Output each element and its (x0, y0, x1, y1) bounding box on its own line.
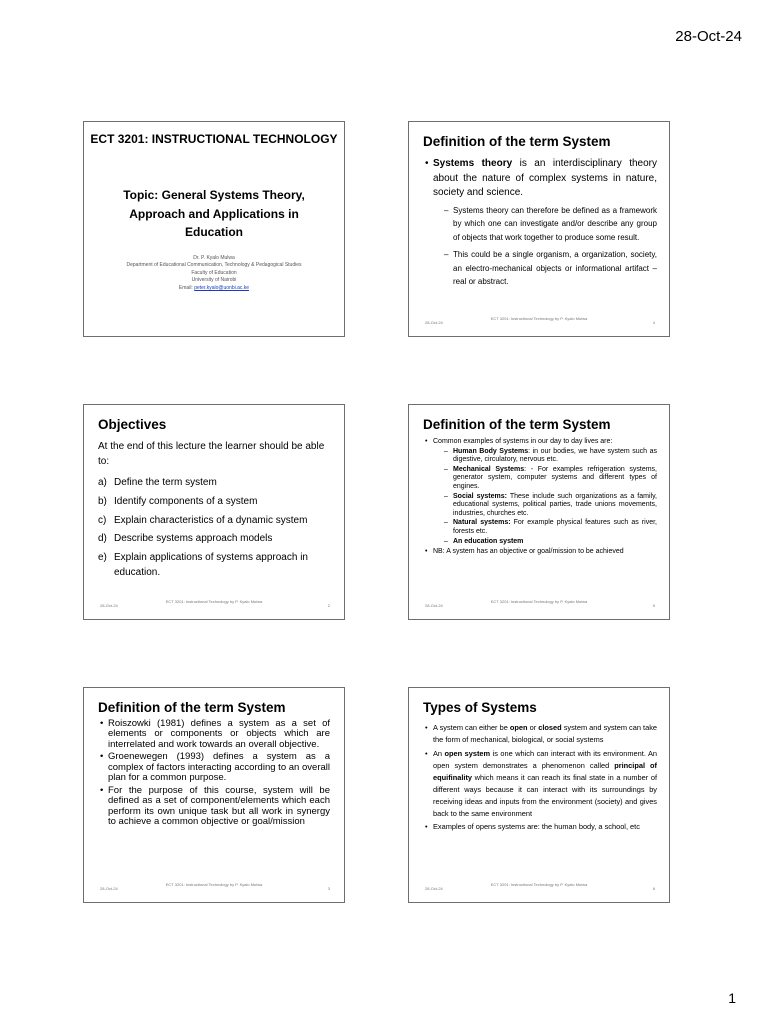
objective-item (98, 531, 330, 546)
topic-title: Topic: General Systems Theory, Approach and Applications in Education (123, 188, 305, 239)
slide-definition-1 (408, 121, 670, 337)
footer-date: 28-Oct-24 (100, 886, 118, 891)
objective-item (98, 550, 330, 580)
bullet-text: system and system can take the form of mechanical, biological, or social systems (433, 723, 657, 744)
footer-date: 28-Oct-24 (425, 320, 443, 325)
bullet-item: • Examples of opens systems are: the human body, a school, etc (425, 822, 640, 831)
author-department: Department of Educational Communication, Technology & Pedagogical Studies (126, 262, 302, 269)
bold-term: principal of equifinality (433, 760, 657, 782)
objective-item (98, 475, 330, 490)
objective-item (98, 494, 330, 509)
bullet-item: • Systems theory is an interdisciplinary theory about the nature of complex systems in nature, society and science. – Systems theory can therefore be defined as a framework by which one can investigate and/or describe any group of objects that work together to produce some result. – This could be a single organism, a organization, society, an electro-mechanical objects or informational artifact – real or abstract. (433, 157, 657, 289)
email-label: Email: (178, 284, 193, 291)
objective-item (98, 513, 330, 528)
author-faculty: Faculty of Education (191, 269, 237, 276)
email-link[interactable]: peter.kyalo@uonbi.ac.ke (194, 284, 250, 291)
footer-caption: ECT 3201: Instructional Technology by P. Kyalo Mulwa (165, 599, 263, 604)
bullet-text: For the purpose of this course, system will be defined as a set of component/elements which each perform its own unique task but all work in synergy to achieve a common objective or goal/mission (108, 784, 330, 828)
sub-bullet-text: These include such organizations as a family, educational systems, political parties, trade unions movements, industries, churches etc. (453, 492, 657, 517)
sub-bullet-item: – This could be a single organism, a organization, society, an electro-mechanical objects or informational artifact – real or abstract. (444, 250, 657, 287)
sub-bullet-item: – Systems theory can therefore be defined as a framework by which one can investigate and/or describe any group of objects that work together to produce some result. (444, 205, 657, 242)
sub-bullet-item: – Human Body Systems: in our bodies, we have system such as digestive, circulatory, nervous etc. (444, 447, 657, 464)
slide-title: Definition of the term System (423, 417, 611, 432)
footer-caption: ECT 3201: Instructional Technology by P. Kyalo Mulwa (490, 882, 588, 887)
author-name: Dr. P. Kyalo Mulwa (193, 255, 235, 261)
bullet-item: • NB: A system has an objective or goal/mission to be achieved (425, 548, 624, 556)
bold-term: open system (444, 748, 491, 758)
bold-term: Human Body Systems (453, 447, 529, 455)
sub-bullet-item: – An education system (444, 537, 524, 545)
slide-footer (84, 599, 344, 613)
bold-term: An education system (453, 537, 524, 545)
slide-bullets (425, 722, 657, 835)
bullet-text: An (433, 748, 445, 758)
bullet-text: Examples of opens systems are: the human body, a school, etc (433, 822, 640, 831)
footer-slide-number: 2 (327, 603, 330, 608)
bullet-item: • An open system is one which can interact with its environment. An open system demonstrates a phenomenon called principal of equifinality which means it can reach its final state in a number of different ways because it can interact with its surroundings by receiving ideas and inputs from the environment (society) and gives back to the same environment (425, 748, 657, 818)
slide-definition-2 (83, 687, 345, 903)
footer-slide-number: 5 (652, 603, 655, 608)
objective-text: Describe systems approach models (114, 533, 273, 545)
objectives-intro: At the end of this lecture the learner should be able to: (98, 441, 325, 467)
bold-term: Social systems: (453, 492, 507, 500)
objective-text: Explain applications of systems approach in education. (114, 552, 308, 579)
bullet-item: • Groenewegen (1993) defines a system as a complex of factors interacting according to an overall plan for a common purpose. (100, 751, 330, 784)
footer-slide-number: 4 (652, 320, 655, 325)
sub-bullet-item: – Social systems: These include such organizations as a family, educational systems, political parties, trade unions movements, industries, churches etc. (444, 492, 657, 517)
objective-letter: d) (98, 533, 107, 545)
sub-bullet-text: : in our bodies, we have system such as digestive, circulatory, nervous etc. (453, 447, 657, 464)
sub-bullet-item: – Mechanical Systems: - For examples refrigeration systems, generator system, computer systems and different types of engines. (444, 465, 657, 490)
sub-bullet-item: – Natural systems: For example physical features such as river, forests etc. (444, 519, 657, 535)
slide-title: Objectives (98, 417, 167, 432)
footer-slide-number: 3 (327, 886, 330, 891)
footer-slide-number: 6 (652, 886, 655, 891)
slide-bullets (100, 718, 330, 830)
bullet-text: or (527, 723, 539, 732)
author-university: University of Nairobi (191, 277, 237, 284)
objective-letter: c) (98, 514, 107, 526)
slide-bullets (425, 157, 657, 289)
objective-letter: a) (98, 477, 107, 488)
objective-text: Identify components of a system (114, 495, 258, 507)
bold-term: Mechanical Systems (453, 465, 525, 473)
footer-caption: ECT 3201: Instructional Technology by P. Kyalo Mulwa (165, 882, 263, 887)
slide-objectives (83, 404, 345, 620)
footer-caption: ECT 3201: Instructional Technology by P. Kyalo Mulwa (490, 316, 588, 321)
sub-bullet-text: Systems theory can therefore be defined as a framework by which one can investigate and/or describe any group of objects that work together to produce some result. (453, 205, 657, 242)
bullet-item: • For the purpose of this course, system will be defined as a set of component/elements which each perform its own unique task but all work in synergy to achieve a common objective or goal/mission (100, 784, 330, 828)
footer-date: 28-Oct-24 (425, 603, 443, 608)
page-number: 1 (728, 990, 736, 1006)
sub-bullets (444, 447, 657, 547)
slide-title: Types of Systems (423, 700, 537, 715)
bullet-item: • Roiszowki (1981) defines a system as a set of elements or components or objects which are interrelated and work towards an overall objective. (100, 718, 330, 750)
slide-bullets (425, 438, 657, 557)
slide-footer (409, 316, 669, 330)
bullet-text: is an interdisciplinary theory about the nature of complex systems in nature, society and science. (433, 158, 657, 199)
bold-term: Systems theory (433, 158, 513, 169)
bullet-text: is one which can interact with its environment. An open system demonstrates a phenomenon called (433, 748, 657, 770)
slide-types-of-systems (408, 687, 670, 903)
slide-title-page (83, 121, 345, 337)
author-block (84, 255, 344, 292)
footer-date: 28-Oct-24 (100, 603, 118, 608)
bullet-text: Common examples of systems in our day to day lives are: (433, 438, 613, 445)
bullet-text: which means it can reach its final state in a number of different ways because it can interact with its surroundings by receiving ideas and inputs from the environment (society) and gives back to the same environment (433, 772, 657, 818)
footer-date: 28-Oct-24 (425, 886, 443, 891)
slide-title: Definition of the term System (98, 700, 286, 715)
sub-bullet-text: For example physical features such as river, forests etc. (453, 519, 657, 535)
bullet-text: Roiszowki (1981) defines a system as a set of elements or components or objects which are interrelated and work towards an overall objective. (108, 718, 330, 750)
slide-footer (84, 882, 344, 896)
objectives-list (98, 475, 330, 584)
sub-bullets (444, 204, 657, 289)
author-email-line (84, 285, 344, 292)
sub-bullet-text: This could be a single organism, a organization, society, an electro-mechanical objects or informational artifact – real or abstract. (453, 250, 657, 287)
objective-letter: b) (98, 495, 107, 507)
objective-text: Define the term system (114, 477, 217, 488)
bold-term: closed (538, 723, 562, 732)
bold-term: Natural systems: (453, 519, 511, 527)
footer-caption: ECT 3201: Instructional Technology by P. Kyalo Mulwa (490, 599, 588, 604)
slide-footer (409, 882, 669, 896)
slide-definition-examples (408, 404, 670, 620)
page-date: 28-Oct-24 (675, 28, 742, 45)
bullet-item: • A system can either be open or closed system and system can take the form of mechanical, biological, or social systems (425, 723, 657, 744)
course-title: ECT 3201: INSTRUCTIONAL TECHNOLOGY (90, 132, 338, 146)
objective-text: Explain characteristics of a dynamic system (114, 514, 308, 526)
slide-footer (409, 599, 669, 613)
bullet-text: A system can either be (433, 723, 510, 732)
bullet-text: NB: A system has an objective or goal/mission to be achieved (433, 548, 624, 556)
bold-term: open (509, 723, 528, 732)
slide-title: Definition of the term System (423, 134, 611, 149)
objective-letter: e) (98, 552, 107, 564)
sub-bullet-text: : - For examples refrigeration systems, generator system, computer systems and different types of engines. (453, 465, 657, 490)
bullet-text: Groenewegen (1993) defines a system as a complex of factors interacting according to an overall plan for a common purpose. (108, 751, 330, 784)
bullet-item: • Common examples of systems in our day to day lives are: – Human Body Systems: in our bodies, we have system such as digestive, circulatory, nervous etc. – Mechanical Systems: - For examples refrigeration systems, generator system, computer systems and different types of engines. – Social systems: These include such organizations as a family, educational systems, political parties, trade unions movements, industries, churches etc. – Natural systems: For example physical features such as river, forests etc. – An education system (425, 438, 657, 545)
